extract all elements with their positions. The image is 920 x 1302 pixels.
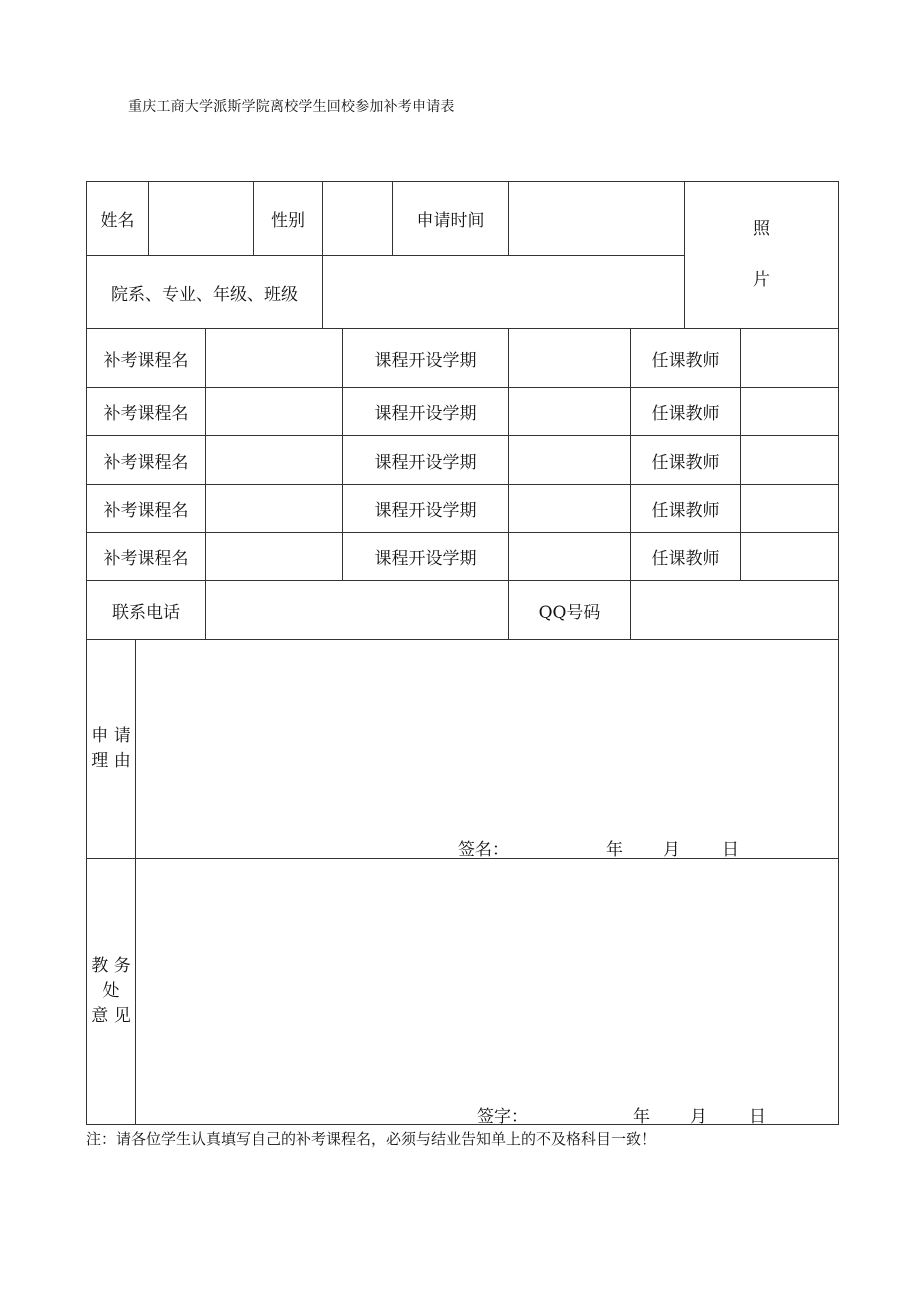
teacher-label: 任课教师: [630, 484, 741, 533]
reason-sign-label: 签名：: [458, 840, 509, 860]
gender-field[interactable]: [322, 181, 393, 256]
name-field[interactable]: [148, 181, 254, 256]
photo-label-1: 照: [753, 219, 770, 239]
office-month-label: 月: [690, 1107, 707, 1127]
term-label: 课程开设学期: [342, 532, 509, 581]
phone-field[interactable]: [205, 580, 509, 640]
reason-day-label: 日: [722, 840, 739, 860]
term-field[interactable]: [508, 484, 631, 533]
teacher-field[interactable]: [740, 484, 839, 533]
course-field[interactable]: [205, 484, 343, 533]
teacher-field[interactable]: [740, 532, 839, 581]
course-field[interactable]: [205, 435, 343, 485]
apply-time-label: 申请时间: [392, 181, 509, 256]
gender-label: 性别: [253, 181, 323, 256]
term-field[interactable]: [508, 532, 631, 581]
office-year-label: 年: [633, 1107, 650, 1127]
term-field[interactable]: [508, 435, 631, 485]
photo-label-2: 片: [753, 270, 770, 290]
dept-label: 院系、专业、年级、班级: [86, 255, 323, 329]
qq-field[interactable]: [630, 580, 839, 640]
reason-year-label: 年: [606, 840, 623, 860]
teacher-field[interactable]: [740, 387, 839, 436]
course-label: 补考课程名: [86, 328, 206, 388]
reason-label-line1: 申 请: [91, 726, 131, 746]
teacher-field[interactable]: [740, 435, 839, 485]
term-label: 课程开设学期: [342, 484, 509, 533]
term-label: 课程开设学期: [342, 387, 509, 436]
course-field[interactable]: [205, 328, 343, 388]
office-label-line2: 处: [102, 981, 120, 1001]
office-sign-label: 签字：: [477, 1107, 528, 1127]
qq-label: QQ号码: [508, 580, 631, 640]
course-field[interactable]: [205, 532, 343, 581]
dept-field[interactable]: [322, 255, 685, 329]
course-label: 补考课程名: [86, 435, 206, 485]
term-field[interactable]: [508, 328, 631, 388]
teacher-label: 任课教师: [630, 387, 741, 436]
reason-field[interactable]: [135, 639, 839, 859]
name-label: 姓名: [86, 181, 149, 256]
office-opinion-field[interactable]: [135, 858, 839, 1125]
phone-label: 联系电话: [86, 580, 206, 640]
course-label: 补考课程名: [86, 484, 206, 533]
office-label-line3: 意 见: [91, 1006, 131, 1026]
photo-box[interactable]: [684, 181, 839, 329]
teacher-label: 任课教师: [630, 532, 741, 581]
office-label-line1: 教 务: [91, 956, 131, 976]
reason-label: [86, 639, 136, 859]
footnote: 注：请各位学生认真填写自己的补考课程名，必须与结业告知单上的不及格科目一致！: [86, 1130, 657, 1148]
teacher-label: 任课教师: [630, 328, 741, 388]
reason-month-label: 月: [663, 840, 680, 860]
reason-label-line2: 理 由: [91, 751, 131, 771]
office-day-label: 日: [749, 1107, 766, 1127]
apply-time-field[interactable]: [508, 181, 685, 256]
office-opinion-label: [86, 858, 136, 1125]
teacher-field[interactable]: [740, 328, 839, 388]
course-label: 补考课程名: [86, 532, 206, 581]
course-field[interactable]: [205, 387, 343, 436]
course-label: 补考课程名: [86, 387, 206, 436]
term-label: 课程开设学期: [342, 435, 509, 485]
teacher-label: 任课教师: [630, 435, 741, 485]
term-label: 课程开设学期: [342, 328, 509, 388]
form-title: 重庆工商大学派斯学院离校学生回校参加补考申请表: [128, 99, 455, 115]
term-field[interactable]: [508, 387, 631, 436]
